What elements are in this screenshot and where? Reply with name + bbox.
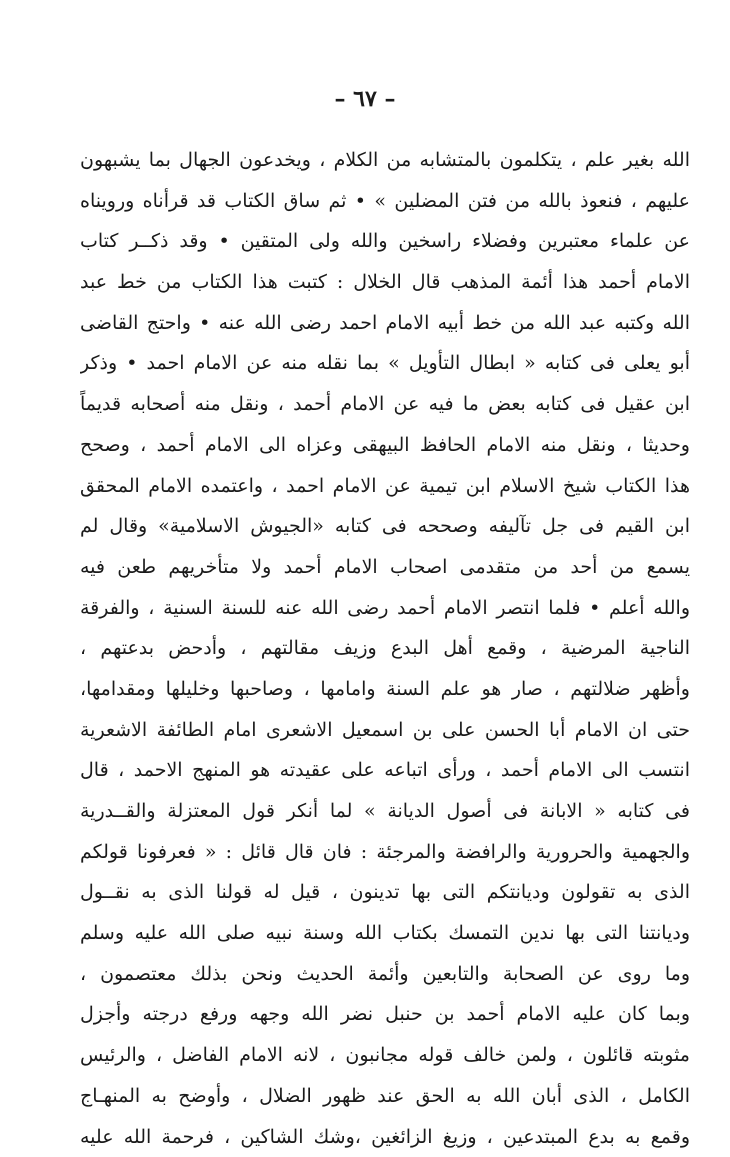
page-number: – ٦٧ – [0,86,730,112]
text-line: فى كتابه « الابانة فى أصول الديانة » لما أنكر قول المعتزلة والقــدرية [80,791,690,832]
text-line: وأظهر ضلالتهم ، صار هو علم السنة وامامها ، وصاحبها وخليلها ومقدامها، [80,669,690,710]
text-line: ابن القيم فى جل تآليفه وصححه فى كتابه «الجيوش الاسلامية» وقال لم [80,506,690,547]
text-line: وحديثا ، ونقل منه الامام الحافظ البيهقى وعزاه الى الامام أحمد ، وصحح [80,425,690,466]
text-line: ابن عقيل فى كتابه بعض ما فيه عن الامام أحمد ، ونقل منه أصحابه قديماً [80,384,690,425]
text-line: مثوبته قائلون ، ولمن خالف قوله مجانبون ، لانه الامام الفاضل ، والرئيس [80,1035,690,1076]
text-line: وديانتنا التى بها ندين التمسك بكتاب الله وسنة نبيه صلى الله عليه وسلم [80,913,690,954]
text-line: وقمع به بدع المبتدعين ، وزيغ الزائغين ،وشك الشاكين ، فرحمة الله عليه [80,1117,690,1157]
text-line: حتى ان الامام أبا الحسن على بن اسمعيل الاشعرى امام الطائفة الاشعرية [80,710,690,751]
text-line: الناجية المرضية ، وقمع أهل البدع وزيف مقالتهم ، وأدحض بدعتهم ، [80,628,690,669]
text-line: انتسب الى الامام أحمد ، ورأى اتباعه على عقيدته هو المنهج الاحمد ، قال [80,750,690,791]
text-line: هذا الكتاب شيخ الاسلام ابن تيمية عن الامام احمد ، واعتمده الامام المحقق [80,466,690,507]
text-line: أبو يعلى فى كتابه « ابطال التأويل » بما نقله منه عن الامام احمد • وذكر [80,343,690,384]
text-line: وما روى عن الصحابة والتابعين وأئمة الحديث ونحن بذلك معتصمون ، [80,954,690,995]
text-line: عن علماء معتبرين وفضلاء راسخين والله ولى المتقين • وقد ذكــر كتاب [80,221,690,262]
text-line: الله وكتبه عبد الله من خط أبيه الامام احمد رضى الله عنه • واحتج القاضى [80,303,690,344]
text-line: والله أعلم • فلما انتصر الامام أحمد رضى الله عنه للسنة السنية ، والفرقة [80,588,690,629]
text-line: الله بغير علم ، يتكلمون بالمتشابه من الكلام ، ويخدعون الجهال بما يشبهون [80,140,690,181]
text-line: الامام أحمد هذا أئمة المذهب قال الخلال : كتبت هذا الكتاب من خط عبد [80,262,690,303]
text-line: يسمع من أحد من متقدمى اصحاب الامام أحمد ولا متأخريهم طعن فيه [80,547,690,588]
text-line: والجهمية والحرورية والرافضة والمرجئة : فان قال قائل : « فعرفونا قولكم [80,832,690,873]
text-line: الكامل ، الذى أبان الله به الحق عند ظهور الضلال ، وأوضح به المنهـاج [80,1076,690,1117]
text-line: عليهم ، فنعوذ بالله من فتن المضلين » • ثم ساق الكتاب قد قرأناه ورويناه [80,181,690,222]
text-line: الذى به تقولون وديانتكم التى بها تدينون ، قيل له قولنا الذى به نقــول [80,872,690,913]
text-line: وبما كان عليه الامام أحمد بن حنبل نضر الله وجهه ورفع درجته وأجزل [80,994,690,1035]
body-text [80,140,690,1157]
